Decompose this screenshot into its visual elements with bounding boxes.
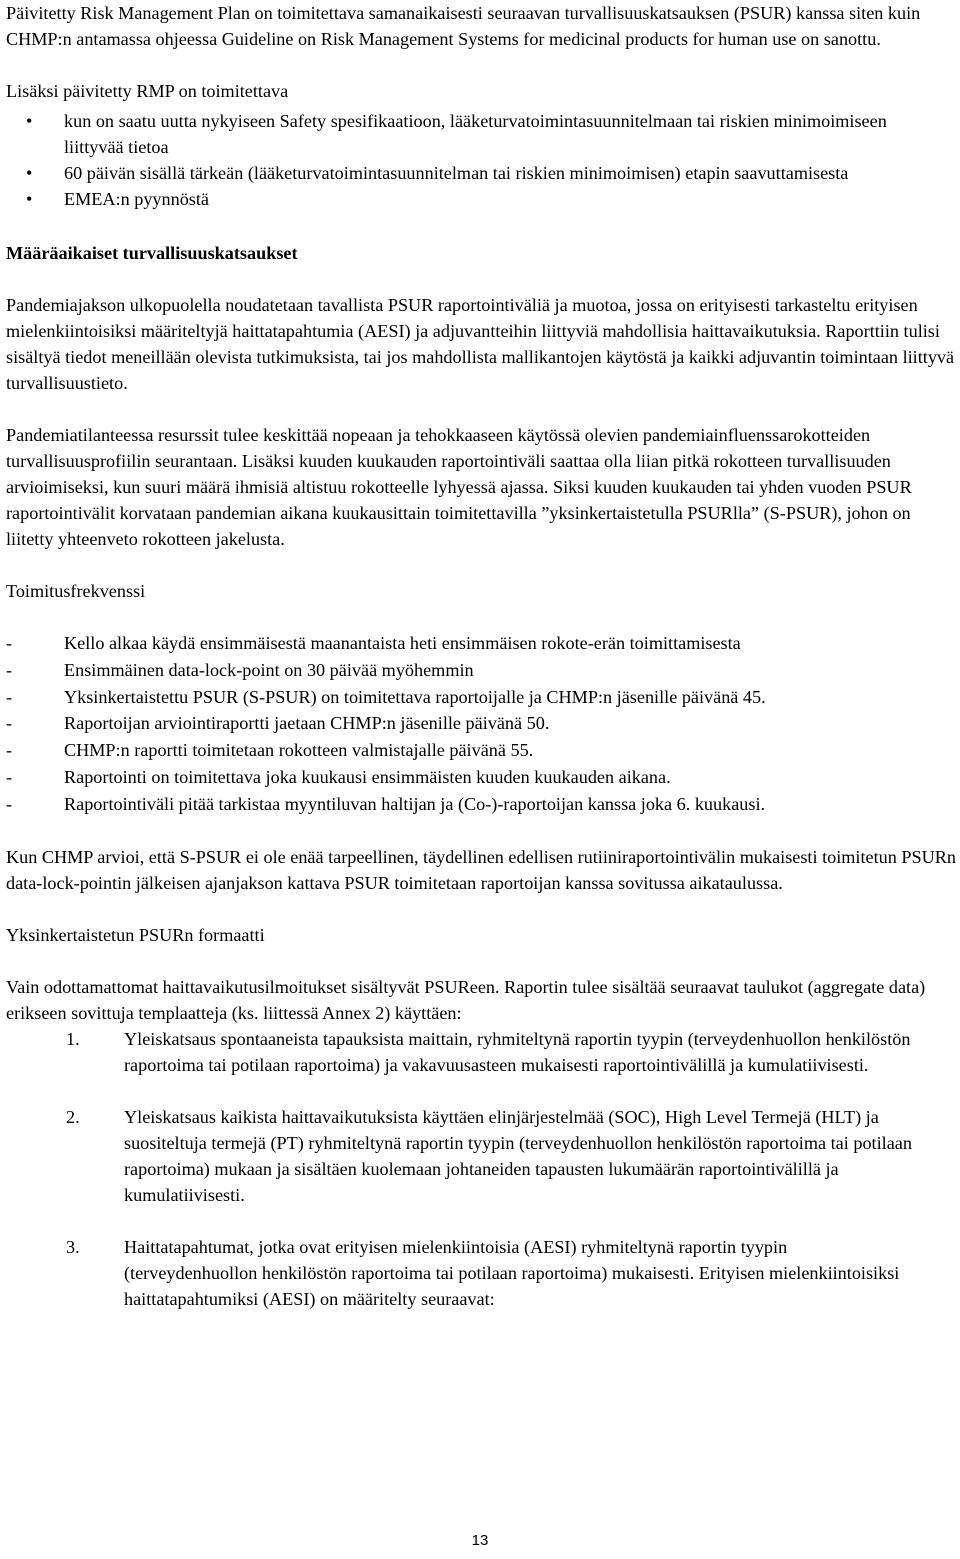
list-item <box>6 108 956 160</box>
paragraph-chmp: Kun CHMP arvioi, että S-PSUR ei ole enää tarpeellinen, täydellinen edellisen rutiiniraportointivälin mukaisesti toimitetun PSURn data-lock-pointin jälkeisen ajanjakson kattava PSUR toimitetaan raportoijan kanssa sovitussa aikataulussa. <box>6 846 956 893</box>
list-item <box>6 710 956 737</box>
rmp-lead-text: Lisäksi päivitetty RMP on toimitettava <box>6 81 289 101</box>
list-item-text: Raportoijan arviointiraportti jaetaan CHMP:n jäsenille päivänä 50. <box>64 713 550 734</box>
list-item <box>6 1234 956 1312</box>
list-item-text: Yleiskatsaus spontaaneista tapauksista maittain, ryhmiteltynä raportin tyypin (terveydenhuollon henkilöstön raportoima tai potilaan raportoima) ja vakavuusasteen mukaisesti raportointivälillä ja kumulatiivisesti. <box>124 1028 911 1075</box>
bullet-icon: • <box>26 111 33 131</box>
document-page <box>6 0 956 1312</box>
frequency-list <box>6 630 956 818</box>
dash-marker: - <box>6 793 13 814</box>
list-item-text: EMEA:n pyynnöstä <box>64 189 209 209</box>
intro-paragraph: Päivitetty Risk Management Plan on toimitettava samanaikaisesti seuraavan turvallisuuskatsauksen (PSUR) kanssa siten kuin CHMP:n antamassa ohjeessa Guideline on Risk Management Systems for medicinal products for human use on sanottu. <box>6 3 921 49</box>
list-item <box>6 657 956 684</box>
list-item <box>6 1026 956 1078</box>
paragraph-outside-pandemic: Pandemiajakson ulkopuolella noudatetaan tavallista PSUR raportointiväliä ja muotoa, jossa on erityisesti tarkasteltu erityisen mielenkiintoisiksi määriteltyjä haittatapahtumia (AESI) ja adjuvantteihin liittyviä mahdollisia haittavaikutuksia. Raporttiin tulisi sisältyä tiedot meneillään olevista tutkimuksista, tai jos mahdollista mallikantojen käytöstä ja kaikki adjuvantin toimintaan liittyvä turvallisuustieto. <box>6 295 955 393</box>
list-item <box>6 1104 956 1208</box>
list-item-number: 2. <box>66 1106 80 1127</box>
list-item-text: Ensimmäinen data-lock-point on 30 päivää myöhemmin <box>64 659 474 680</box>
list-item <box>6 160 956 186</box>
list-item-text: Haittatapahtumat, jotka ovat erityisen mielenkiintoisia (AESI) ryhmiteltynä raportin tyypin (terveydenhuollon henkilöstön raportoima tai potilaan raportoima) mukaisesti. Erityisen mielenkiintoisiksi haittatapahtumiksi (AESI) on määritelty seuraavat: <box>124 1236 900 1309</box>
section-heading-format: Yksinkertaistetun PSURn formaatti <box>6 924 265 945</box>
list-item-number: 1. <box>66 1028 80 1049</box>
list-item-text: Raportointi on toimitettava joka kuukausi ensimmäisten kuuden kuukauden aikana. <box>64 766 671 787</box>
list-item-text: Yksinkertaistettu PSUR (S-PSUR) on toimitettava raportoijalle ja CHMP:n jäsenille päivänä 45. <box>64 686 766 707</box>
dash-marker: - <box>6 713 13 734</box>
dash-marker: - <box>6 633 13 653</box>
list-item-text: Kello alkaa käydä ensimmäisestä maanantaista heti ensimmäisen rokote-erän toimittamisesta <box>64 633 741 653</box>
list-item <box>6 630 956 657</box>
list-item-text: Raportointiväli pitää tarkistaa myyntiluvan haltijan ja (Co-)-raportoijan kanssa joka 6. kuukausi. <box>64 793 766 814</box>
dash-marker: - <box>6 740 13 761</box>
bullet-icon: • <box>26 189 33 209</box>
paragraph-format: Vain odottamattomat haittavaikutusilmoitukset sisältyvät PSUReen. Raportin tulee sisältää seuraavat taulukot (aggregate data) erikseen sovittuja templaatteja (ks. liittessä Annex 2) käyttäen: <box>6 976 926 1023</box>
list-item <box>6 764 956 791</box>
dash-marker: - <box>6 659 13 680</box>
page-number: 13 <box>471 1532 489 1549</box>
bullet-icon: • <box>26 163 33 183</box>
list-item <box>6 684 956 711</box>
list-item <box>6 791 956 818</box>
list-item-text: CHMP:n raportti toimitetaan rokotteen valmistajalle päivänä 55. <box>64 740 534 761</box>
list-item <box>6 737 956 764</box>
paragraph-pandemic: Pandemiatilanteessa resurssit tulee keskittää nopeaan ja tehokkaaseen käytössä olevien pandemiainfluenssarokotteiden turvallisuusprofiilin seurantaan. Lisäksi kuuden kuukauden raportointiväli saattaa olla liian pitkä rokotteen turvallisuuden arvioimiseksi, kun suuri määrä ihmisiä altistuu rokotteelle lyhyessä ajassa. Siksi kuuden kuukauden tai yhden vuoden PSUR raportointivälit korvataan pandemian aikana kuukausittain toimitettavilla ”yksinkertaistetulla PSURlla” (S-PSUR), johon on liitetty yhteenveto rokotteen jakelusta. <box>6 425 912 549</box>
section-heading-frequency: Toimitusfrekvenssi <box>6 581 146 601</box>
list-item <box>6 186 956 212</box>
rmp-bullet-list <box>6 108 956 212</box>
list-item-text: Yleiskatsaus kaikista haittavaikutuksista käyttäen elinjärjestelmää (SOC), High Level Termejä (HLT) ja suositeltuja termejä (PT) ryhmiteltynä raportin tyypin (terveydenhuollon henkilöstön raportoima tai potilaan raportoima) mukaan ja sisältäen kuolemaan johtaneiden tapausten lukumäärän raportointivälillä ja kumulatiivisesti. <box>124 1106 912 1205</box>
list-item-number: 3. <box>66 1236 80 1257</box>
dash-marker: - <box>6 766 13 787</box>
section-heading-periodic: Määräaikaiset turvallisuuskatsaukset <box>6 243 298 263</box>
list-item-text: kun on saatu uutta nykyiseen Safety spesifikaatioon, lääketurvatoimintasuunnitelmaan tai riskien minimoimiseen liittyvää tietoa <box>64 111 887 157</box>
format-numbered-list <box>6 1026 956 1312</box>
dash-marker: - <box>6 686 13 707</box>
list-item-text: 60 päivän sisällä tärkeän (lääketurvatoimintasuunnitelman tai riskien minimoimisen) etapin saavuttamisesta <box>64 163 849 183</box>
